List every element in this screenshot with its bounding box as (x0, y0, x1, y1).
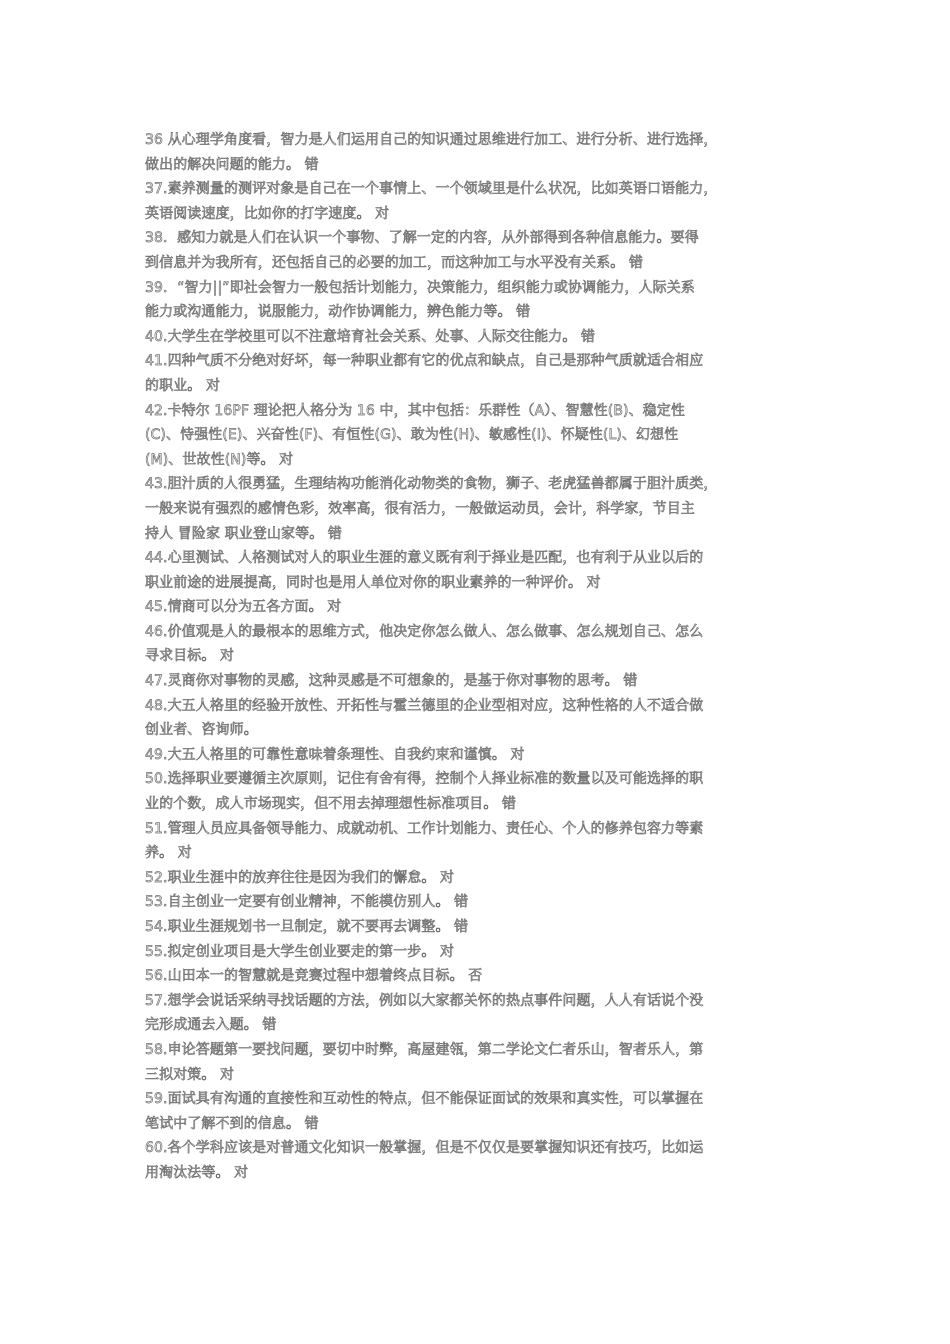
question-item (145, 915, 815, 940)
question-line: 做出的解决问题的能力。 错 (145, 156, 319, 173)
question-line: 42.卡特尔 16PF 理论把人格分为 16 中，其中包括：乐群性（A）、智慧性(B)、稳定性 (145, 402, 685, 419)
question-line: 41.四种气质不分绝对好坏，每一种职业都有它的优点和缺点，自己是那种气质就适合相应 (145, 353, 704, 370)
question-item (145, 669, 815, 694)
question-line: 一般来说有强烈的感情色彩，效率高，很有活力，一般做运动员，会计，科学家，节目主 (145, 500, 695, 517)
question-line: 英语阅读速度，比如你的打字速度。 对 (145, 205, 390, 222)
question-line: 43.胆汁质的人很勇猛，生理结构功能消化动物类的食物，狮子、老虎猛兽都属于胆汁质类， (145, 476, 718, 493)
question-item (145, 1038, 815, 1087)
question-item (145, 325, 815, 350)
question-line: 业的个数，成人市场现实，但不用去掉理想性标准项目。 错 (145, 796, 517, 813)
question-item (145, 694, 815, 743)
question-item (145, 620, 815, 669)
question-item (145, 349, 815, 398)
question-item (145, 472, 815, 546)
question-line: 59.面试具有沟通的直接性和互动性的特点，但不能保证面试的效果和真实性，可以掌握在 (145, 1091, 704, 1108)
question-line: 37.素养测量的测评对象是自己在一个事情上、一个领域里是什么状况，比如英语口语能力， (145, 181, 718, 198)
question-line: 职业前途的进展提高，同时也是用人单位对你的职业素养的一种评价。 对 (145, 574, 601, 591)
document-page (145, 128, 815, 1186)
question-item (145, 177, 815, 226)
question-line: 完形成通去入题。 错 (145, 1017, 277, 1034)
question-line: 48.大五人格里的经验开放性、开拓性与霍兰德里的企业型相对应，这种性格的人不适合做 (145, 697, 704, 714)
question-line: 持人 冒险家 职业登山家等。 错 (145, 525, 342, 542)
question-item (145, 226, 815, 275)
question-item (145, 940, 815, 965)
question-line: 三拟对策。 对 (145, 1066, 235, 1083)
question-line: 58.申论答题第一要找问题，要切中时弊，高屋建瓴，第二学论文仁者乐山，智者乐人，第 (145, 1041, 704, 1058)
question-line: 养。 对 (145, 845, 192, 862)
question-line: 39．“智力||”即社会智力一般包括计划能力，决策能力，组织能力或协调能力，人际关系 (145, 279, 695, 296)
question-line: 38．感知力就是人们在认识一个事物、了解一定的内容，从外部得到各种信息能力。要得 (145, 230, 699, 247)
question-line: (C)、恃强性(E)、兴奋性(F)、有恒性(G)、敢为性(H)、敏感性(I)、怀疑性(L)、幻想性 (145, 427, 679, 444)
question-line: 用淘汰法等。 对 (145, 1164, 249, 1181)
question-item (145, 1136, 815, 1185)
question-line: (M)、世故性(N)等。 对 (145, 451, 294, 468)
question-line: 40.大学生在学校里可以不注意培育社会关系、处事、人际交往能力。 错 (145, 328, 596, 345)
question-item (145, 890, 815, 915)
question-item (145, 1087, 815, 1136)
question-line: 46.价值观是人的最根本的思维方式，他决定你怎么做人、怎么做事、怎么规划自己、怎么 (145, 623, 704, 640)
question-line: 的职业。 对 (145, 377, 221, 394)
question-line: 54.职业生涯规划书一旦制定，就不要再去调整。 错 (145, 919, 469, 935)
question-item (145, 546, 815, 595)
question-item (145, 595, 815, 620)
question-line: 到信息并为我所有，还包括自己的必要的加工，而这种加工与水平没有关系。 错 (145, 254, 644, 271)
question-line: 寻求目标。 对 (145, 648, 235, 665)
question-item (145, 399, 815, 473)
question-line: 笔试中了解不到的信息。 错 (145, 1115, 319, 1132)
question-line: 49.大五人格里的可靠性意味着条理性、自我约束和谨慎。 对 (145, 746, 525, 763)
question-line: 56.山田本一的智慧就是竞赛过程中想着终点目标。 否 (145, 968, 483, 985)
question-line: 能力或沟通能力，说服能力，动作协调能力，辨色能力等。 错 (145, 304, 531, 321)
question-line: 47.灵商你对事物的灵感，这种灵感是不可想象的，是基于你对事物的思考。 错 (145, 673, 638, 690)
question-line: 55.拟定创业项目是大学生创业要走的第一步。 对 (145, 943, 455, 960)
question-line: 52.职业生涯中的放弃往往是因为我们的懈怠。 对 (145, 869, 455, 886)
question-item (145, 964, 815, 989)
question-line: 50.选择职业要遵循主次原则，记住有舍有得，控制个人择业标准的数量以及可能选择的职 (145, 771, 704, 788)
question-line: 57.想学会说话采纳寻找话题的方法，例如以大家都关怀的热点事件问题，人人有话说个没 (145, 992, 704, 1009)
question-item (145, 767, 815, 816)
question-line: 53.自主创业一定要有创业精神，不能模仿别人。 错 (145, 894, 469, 911)
question-item (145, 989, 815, 1038)
question-line: 36 从心理学角度看，智力是人们运用自己的知识通过思维进行加工、进行分析、进行选择， (145, 132, 718, 148)
question-item (145, 743, 815, 768)
question-item (145, 817, 815, 866)
question-line: 创业者、咨询师。 (145, 722, 258, 739)
question-line: 51.管理人员应具备领导能力、成就动机、工作计划能力、责任心、个人的修养包容力等素 (145, 820, 704, 837)
question-line: 45.情商可以分为五各方面。 对 (145, 599, 342, 616)
question-item (145, 128, 815, 177)
question-item (145, 276, 815, 325)
question-line: 60.各个学科应该是对普通文化知识一般掌握，但是不仅仅是要掌握知识还有技巧，比如运 (145, 1140, 704, 1157)
question-item (145, 866, 815, 891)
question-line: 44.心里测试、人格测试对人的职业生涯的意义既有利于择业是匹配，也有利于从业以后的 (145, 550, 704, 567)
